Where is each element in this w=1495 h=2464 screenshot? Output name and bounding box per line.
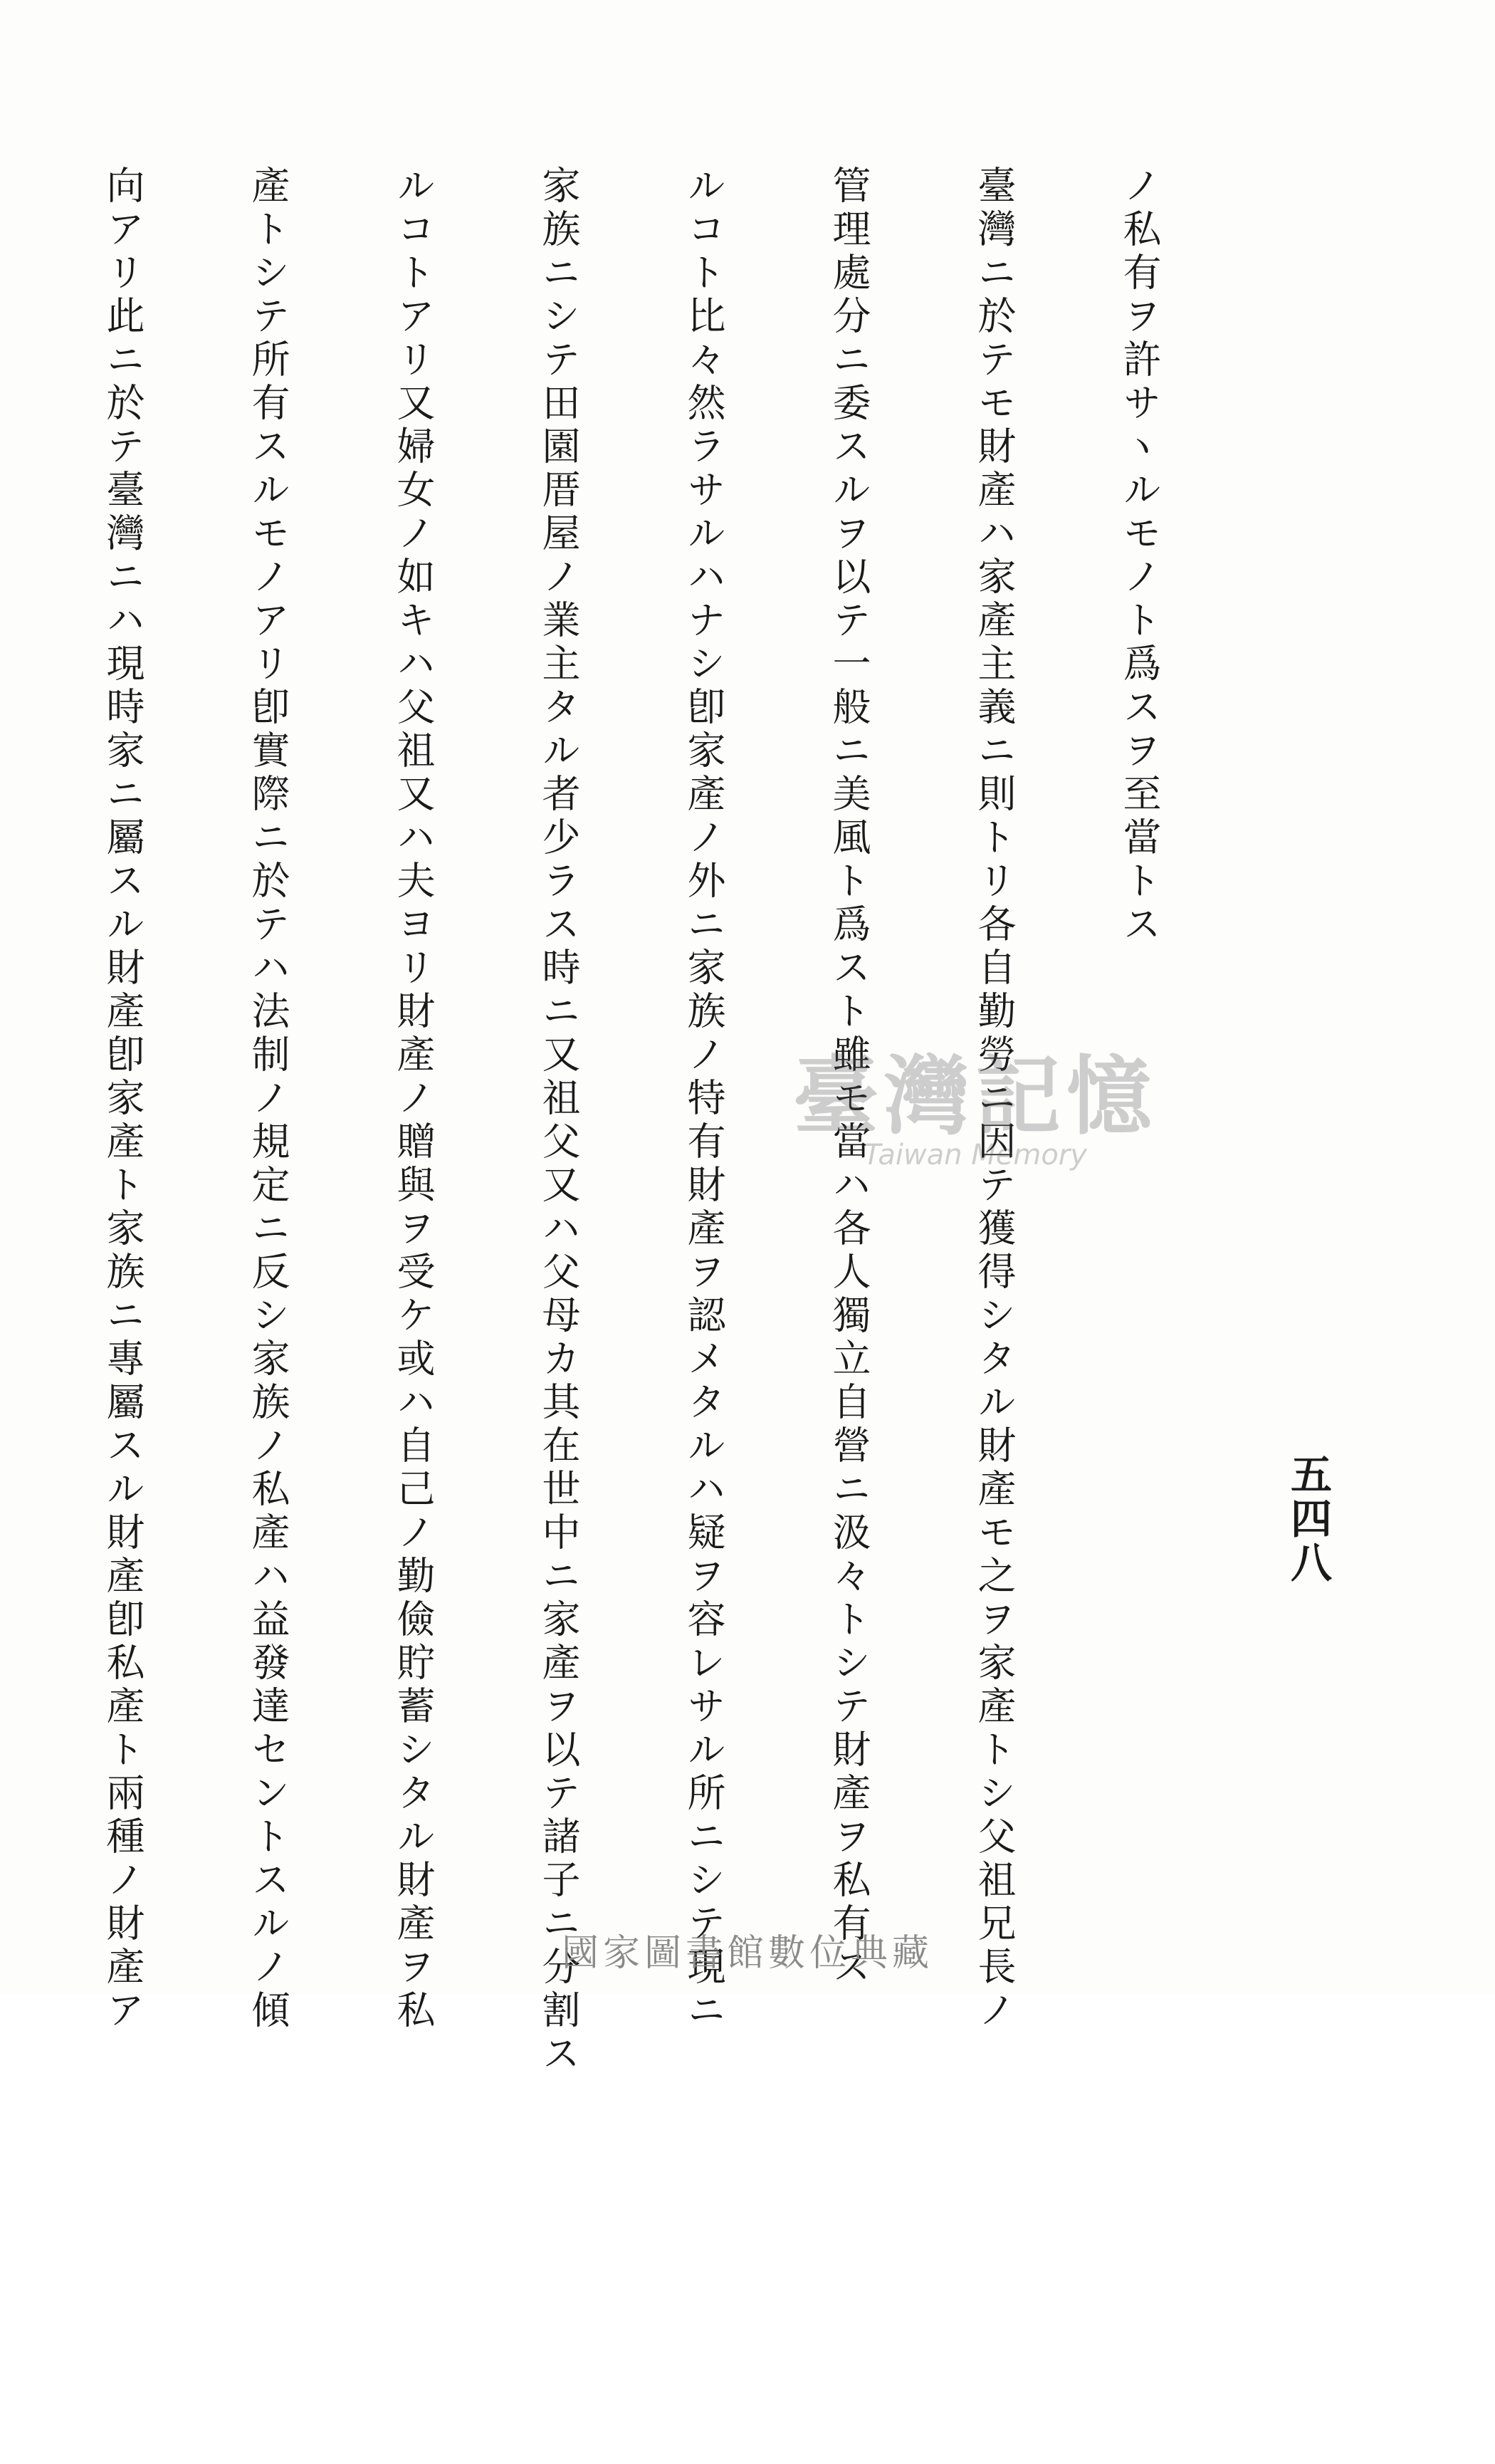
watermark-english: Taiwan Memory bbox=[864, 1139, 1087, 1171]
page-number: 五四八 bbox=[1284, 1453, 1332, 1585]
text-line: 管理處分ニ委スルヲ以テ一般ニ美風ト爲スト雖モ當ハ各人獨立自營ニ汲々トシテ財產ヲ私有ス bbox=[827, 165, 871, 1990]
text-line: 產トシテ所有スルモノアリ卽實際ニ於テハ法制ノ規定ニ反シ家族ノ私產ハ益發達セントスルノ傾 bbox=[246, 165, 290, 2033]
footer-credit: 國家圖書館數位典藏 bbox=[561, 1932, 933, 1975]
text-line: 家族ニシテ田園厝屋ノ業主タル者少ラス時ニ又祖父又ハ父母カ其在世中ニ家產ヲ以テ諸子ニ分割ス bbox=[536, 165, 581, 2077]
watermark-chinese: 臺灣記憶 bbox=[793, 1046, 1158, 1147]
text-line: ルコトアリ又婦女ノ如キハ父祖又ハ夫ヨリ財產ノ贈與ヲ受ケ或ハ自己ノ勤儉貯蓄シタル財產ヲ私 bbox=[391, 165, 436, 2033]
text-line: 臺灣ニ於テモ財產ハ家產主義ニ則トリ各自勤勞ニ因テ獲得シタル財產モ之ヲ家產トシ父祖兄長ノ bbox=[972, 165, 1017, 2033]
text-line: ノ私有ヲ許サヽルモノト爲スヲ至當トス bbox=[1117, 165, 1162, 947]
text-line: ルコト比々然ラサルハナシ卽家產ノ外ニ家族ノ特有財產ヲ認メタルハ疑ヲ容レサル所ニシテ現ニ bbox=[681, 165, 726, 2033]
text-line: 向アリ此ニ於テ臺灣ニハ現時家ニ屬スル財產卽家產ト家族ニ專屬スル財產卽私產ト兩種ノ財產ア bbox=[100, 165, 145, 2033]
text-line bbox=[0, 165, 1, 1789]
